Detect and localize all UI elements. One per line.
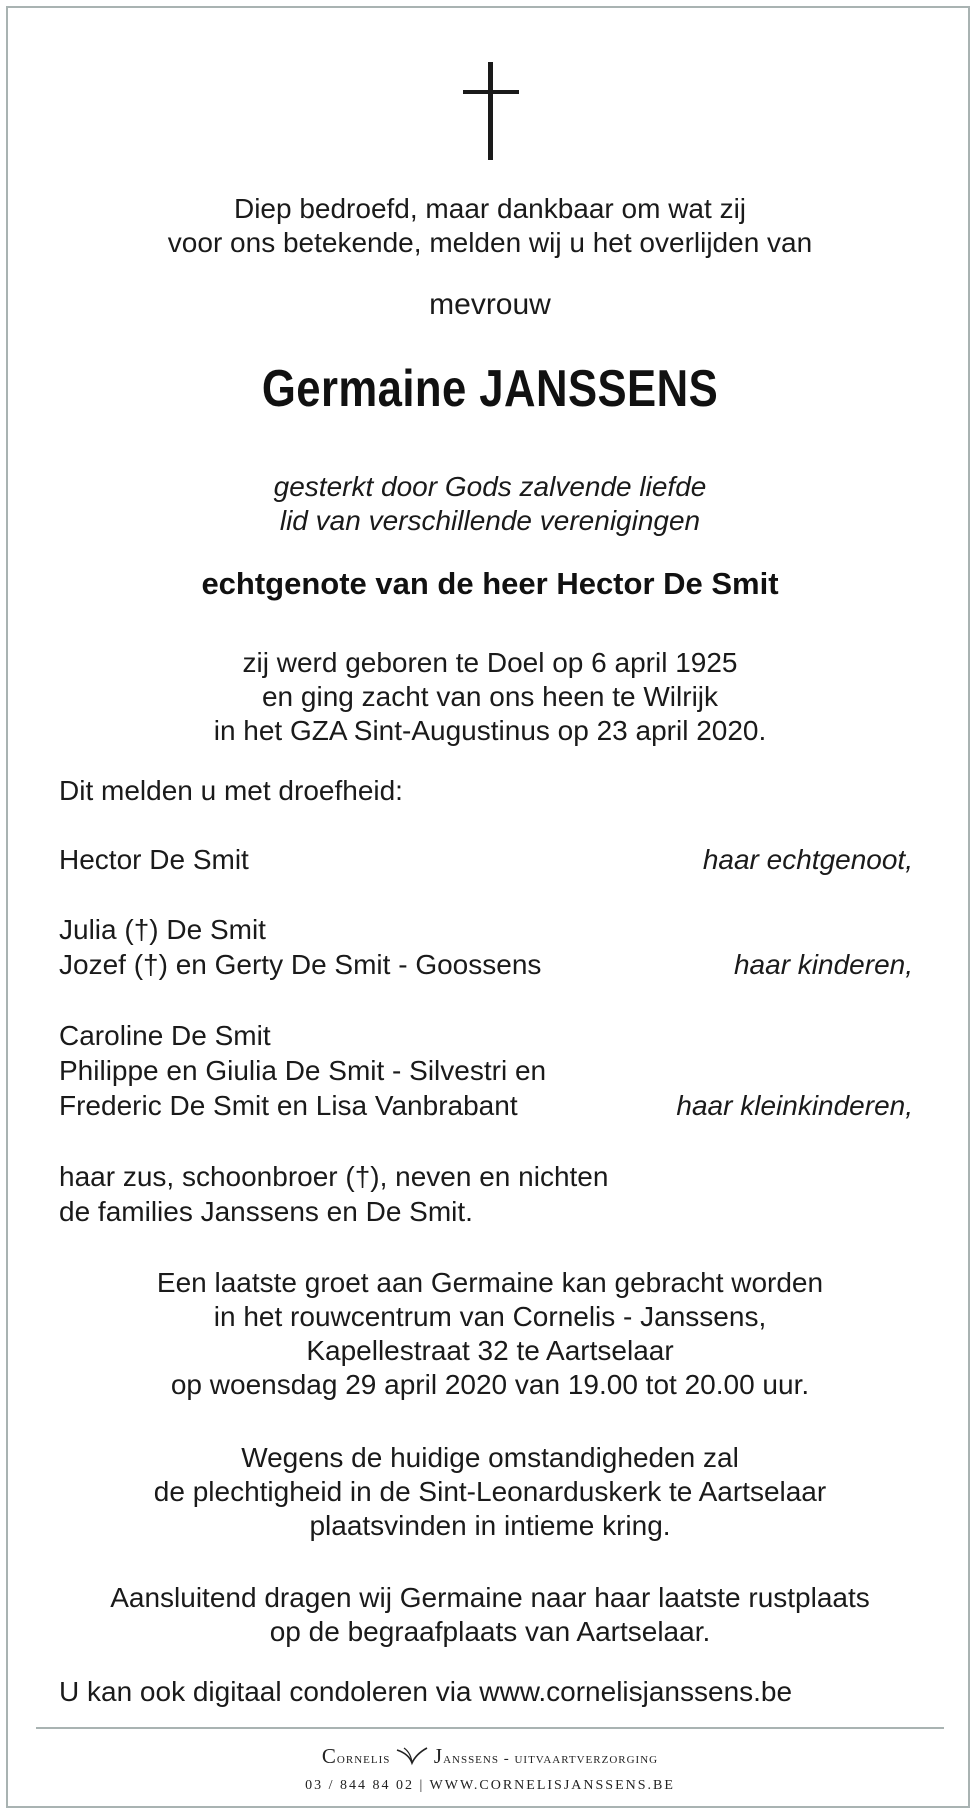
relatives-line-2: de families Janssens en De Smit. (59, 1196, 473, 1227)
burial-text (40, 1581, 940, 1649)
family-name: Philippe en Giulia De Smit - Silvestri en (59, 1055, 547, 1086)
tagline (40, 470, 940, 538)
ceremony-text (40, 1441, 940, 1543)
burial-line-2: op de begraafplaats van Aartselaar. (269, 1616, 711, 1647)
brand-suffix: - uitvaartverzorging (498, 1751, 659, 1767)
opening-line: Dit melden u met droefheid: (59, 775, 403, 806)
family-group-spouse (59, 842, 249, 877)
burial-line-1: Aansluitend dragen wij Germaine naar haar laatste rustplaats (110, 1582, 870, 1613)
greeting-text (40, 1266, 940, 1402)
contact-line: 03 / 844 84 02 | WWW.CORNELISJANSSENS.BE (305, 1778, 675, 1793)
family-group-grandchildren (59, 1018, 546, 1123)
family-role: haar echtgenoot, (702, 844, 913, 875)
intro-line-1: Diep bedroefd, maar dankbaar om wat zij (233, 193, 747, 224)
brand-word: anssens (443, 1751, 499, 1767)
tagline-line-2: lid van verschillende verenigingen (279, 505, 701, 536)
intro-line-2: voor ons betekende, melden wij u het overlijden van (167, 227, 813, 258)
brand-line (40, 1744, 940, 1769)
family-name: Julia (†) De Smit (59, 914, 266, 945)
birth-death-text (40, 646, 940, 748)
footer-divider (36, 1727, 944, 1729)
brand-initial: C (321, 1744, 337, 1768)
cross-icon (463, 62, 519, 160)
greeting-line-3: Kapellestraat 32 te Aartselaar (306, 1335, 674, 1366)
family-name: Jozef (†) en Gerty De Smit - Goossens (59, 949, 542, 980)
greeting-line-4: op woensdag 29 april 2020 van 19.00 tot 20.00 uur. (170, 1369, 810, 1400)
swoosh-logo-icon (395, 1746, 429, 1766)
intro-text (40, 192, 940, 260)
family-name: Hector De Smit (59, 844, 249, 875)
ceremony-line-2: de plechtigheid in de Sint-Leonarduskerk te Aartselaar (153, 1476, 827, 1507)
ceremony-line-3: plaatsvinden in intieme kring. (309, 1510, 671, 1541)
relatives-line-1: haar zus, schoonbroer (†), neven en nichten (59, 1161, 609, 1192)
tagline-line-1: gesterkt door Gods zalvende liefde (273, 471, 707, 502)
greeting-line-2: in het rouwcentrum van Cornelis - Janssens, (213, 1301, 767, 1332)
born-line-1: zij werd geboren te Doel op 6 april 1925 (242, 647, 738, 678)
relatives-text (59, 1159, 608, 1229)
spouse-line: echtgenote van de heer Hector De Smit (201, 566, 779, 601)
family-group-children (59, 912, 541, 982)
brand-initial: J (433, 1744, 444, 1768)
family-role: haar kinderen, (733, 949, 913, 980)
brand-word: ornelis (336, 1751, 391, 1767)
condolence-line: U kan ook digitaal condoleren via www.cornelisjanssens.be (59, 1676, 793, 1707)
ceremony-line-1: Wegens de huidige omstandigheden zal (241, 1442, 739, 1473)
born-line-2: en ging zacht van ons heen te Wilrijk (261, 681, 719, 712)
born-line-3: in het GZA Sint-Augustinus op 23 april 2020. (213, 715, 767, 746)
family-name: Caroline De Smit (59, 1020, 271, 1051)
deceased-name: Germaine JANSSENS (261, 360, 719, 418)
greeting-line-1: Een laatste groet aan Germaine kan gebracht worden (156, 1267, 824, 1298)
family-name: Frederic De Smit en Lisa Vanbrabant (59, 1090, 518, 1121)
honorific: mevrouw (429, 288, 551, 321)
family-role: haar kleinkinderen, (676, 1090, 913, 1121)
